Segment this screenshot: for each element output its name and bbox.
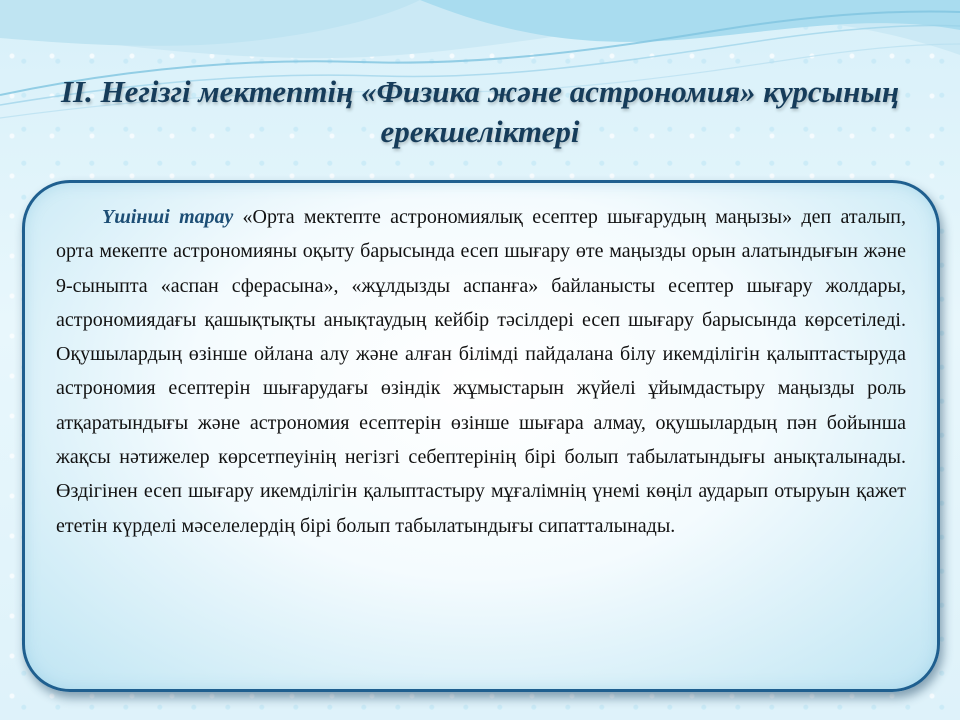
slide-title: II. Негізгі мектептің «Физика және астрономия» курсының ерекшеліктері [60, 74, 900, 149]
body-text: «Орта мектепте астрономиялық есептер шығарудың маңызы» деп аталып, орта мекепте астрономияны оқыту барысында есеп шығару өте маңызды орын алатындығын және 9-сыныпта «аспан сферасына», «жұлдызды аспанға» байланысты есептер шығару жолдары, астрономиядағы қашықтықты анықтаудың кейбір тәсілдері есеп шығару барысында көрсетіледі. Оқушылардың өзінше ойлана алу және алған білімді пайдалана білу икемділігін қалыптастыруда астрономия есептерін шығарудағы өзіндік жұмыстарын жүйелі ұйымдастыру маңызды роль атқаратындығы және астрономия есептерін өзінше шығара алмау, оқушылардың пән бойынша жақсы нәтижелер көрсетпеуінің негізгі себептерінің бірі болып табылатындығы анықталынады. Өздігінен есеп шығару икемділігін қалыптастыру мұғалімнің үнемі көңіл аударып отыруын қажет ететін күрделі мәселелердің бірі болып табылатындығы сипатталынады. [56, 206, 906, 537]
body-paragraph [56, 200, 906, 543]
body-lead-phrase: Үшінші тарау [102, 206, 234, 228]
